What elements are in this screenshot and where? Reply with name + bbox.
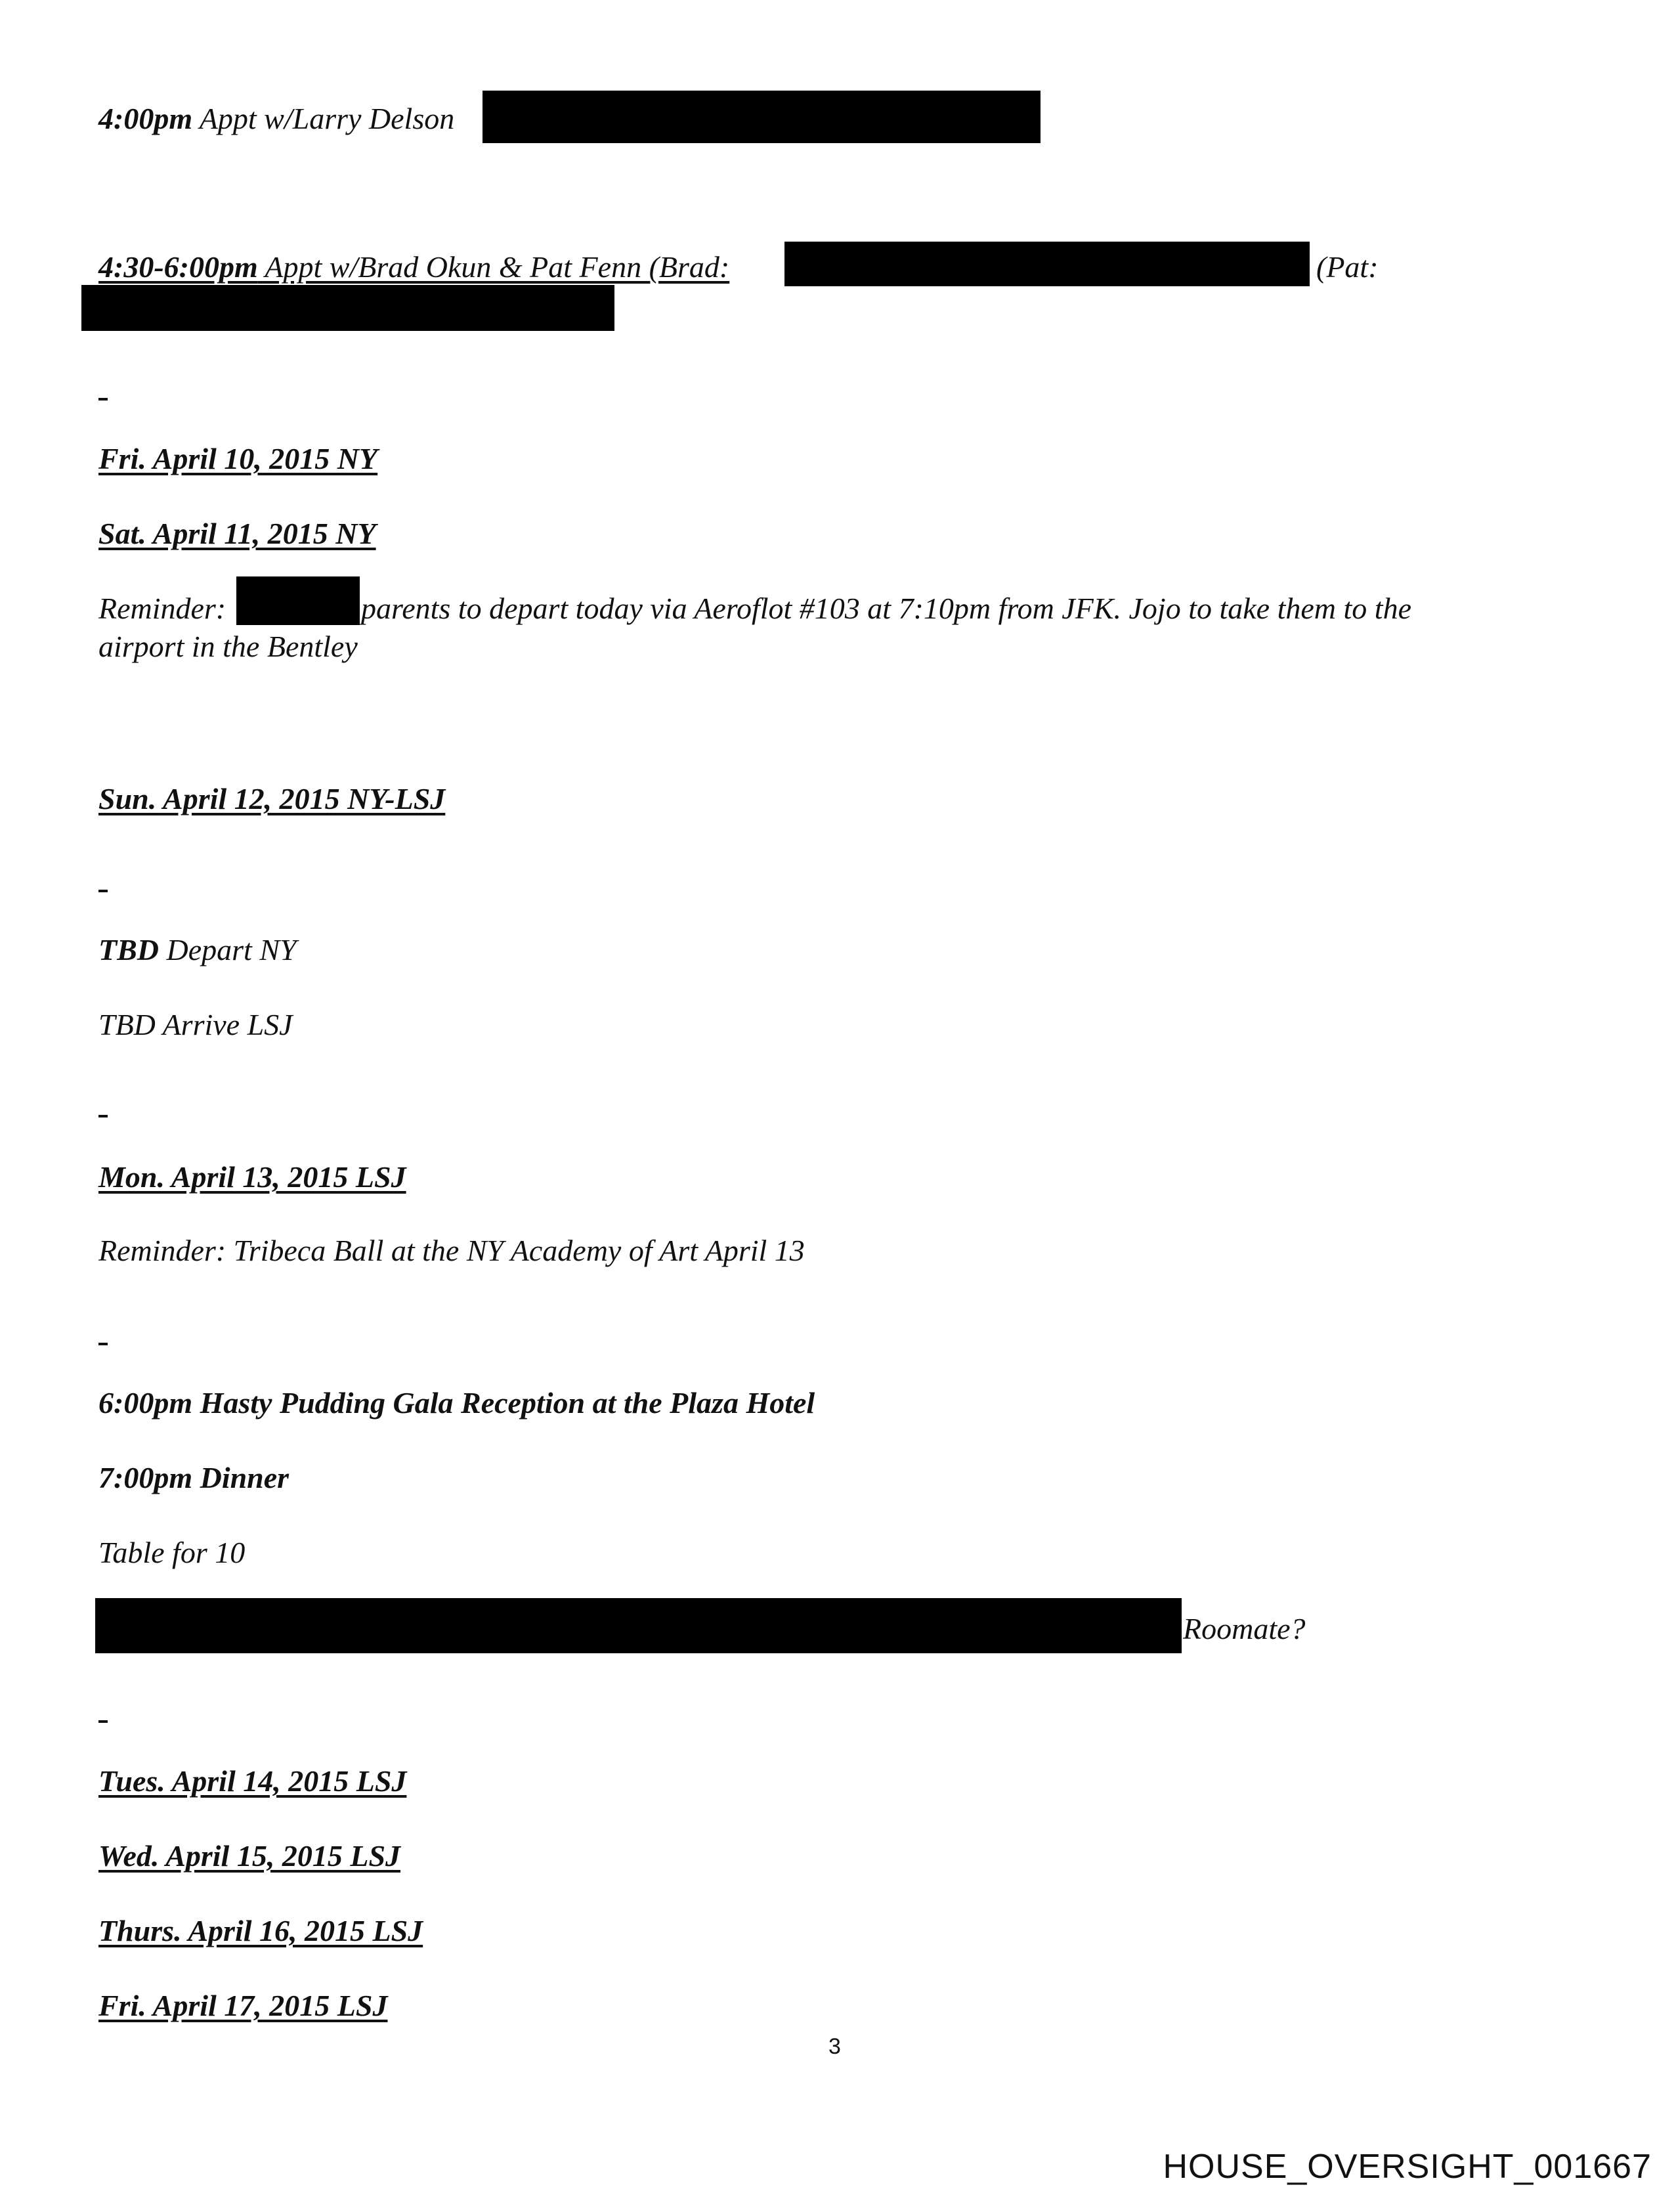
date-heading-apr17: Fri. April 17, 2015 LSJ xyxy=(98,1989,388,2022)
date-heading-apr16: Thurs. April 16, 2015 LSJ xyxy=(98,1914,423,1947)
redaction-bar xyxy=(95,1598,1182,1653)
page-number: 3 xyxy=(828,2034,841,2059)
reminder-text-line2: airport in the Bentley xyxy=(98,630,358,663)
separator-dash xyxy=(98,1115,108,1117)
redaction-bar xyxy=(236,576,360,625)
separator-dash xyxy=(98,890,108,892)
appointment-delson xyxy=(98,100,454,138)
reminder-prefix: Reminder: xyxy=(98,592,226,625)
date-heading-apr13: Mon. April 13, 2015 LSJ xyxy=(98,1160,406,1194)
dinner-entry: 7:00pm Dinner xyxy=(98,1461,290,1494)
appointment-time: 4:30-6:00pm xyxy=(98,250,258,284)
table-entry: Table for 10 xyxy=(98,1536,246,1569)
separator-dash xyxy=(98,398,108,401)
reminder-tribeca: Reminder: Tribeca Ball at the NY Academy of Art April 13 xyxy=(98,1234,805,1267)
date-heading-apr10: Fri. April 10, 2015 NY xyxy=(98,442,378,475)
appointment-okun-fenn xyxy=(98,248,729,286)
roomate-note: Roomate? xyxy=(1183,1612,1306,1645)
depart-time: TBD xyxy=(98,933,159,966)
redaction-bar xyxy=(784,242,1310,286)
appointment-text: Appt w/Larry Delson xyxy=(192,102,455,135)
appointment-pat-label: (Pat: xyxy=(1316,250,1379,284)
date-heading-apr15: Wed. April 15, 2015 LSJ xyxy=(98,1839,401,1873)
gala-reception: 6:00pm Hasty Pudding Gala Reception at the Plaza Hotel xyxy=(98,1386,815,1420)
redaction-bar xyxy=(483,91,1041,143)
depart-text: Depart NY xyxy=(159,933,297,966)
appointment-time: 4:00pm xyxy=(98,102,193,135)
separator-dash xyxy=(98,1343,108,1345)
arrive-entry: TBD Arrive LSJ xyxy=(98,1008,293,1041)
appointment-text: Appt w/Brad Okun & Pat Fenn (Brad: xyxy=(257,250,730,284)
separator-dash xyxy=(98,1720,108,1723)
date-heading-apr12: Sun. April 12, 2015 NY-LSJ xyxy=(98,782,446,815)
redaction-bar xyxy=(81,285,614,331)
bates-number: HOUSE_OVERSIGHT_001667 xyxy=(1163,2148,1652,2186)
reminder-text-line1: parents to depart today via Aeroflot #103 at 7:10pm from JFK. Jojo to take them to the xyxy=(361,592,1411,625)
date-heading-apr11: Sat. April 11, 2015 NY xyxy=(98,517,376,550)
depart-entry xyxy=(98,931,297,969)
date-heading-apr14: Tues. April 14, 2015 LSJ xyxy=(98,1764,407,1798)
